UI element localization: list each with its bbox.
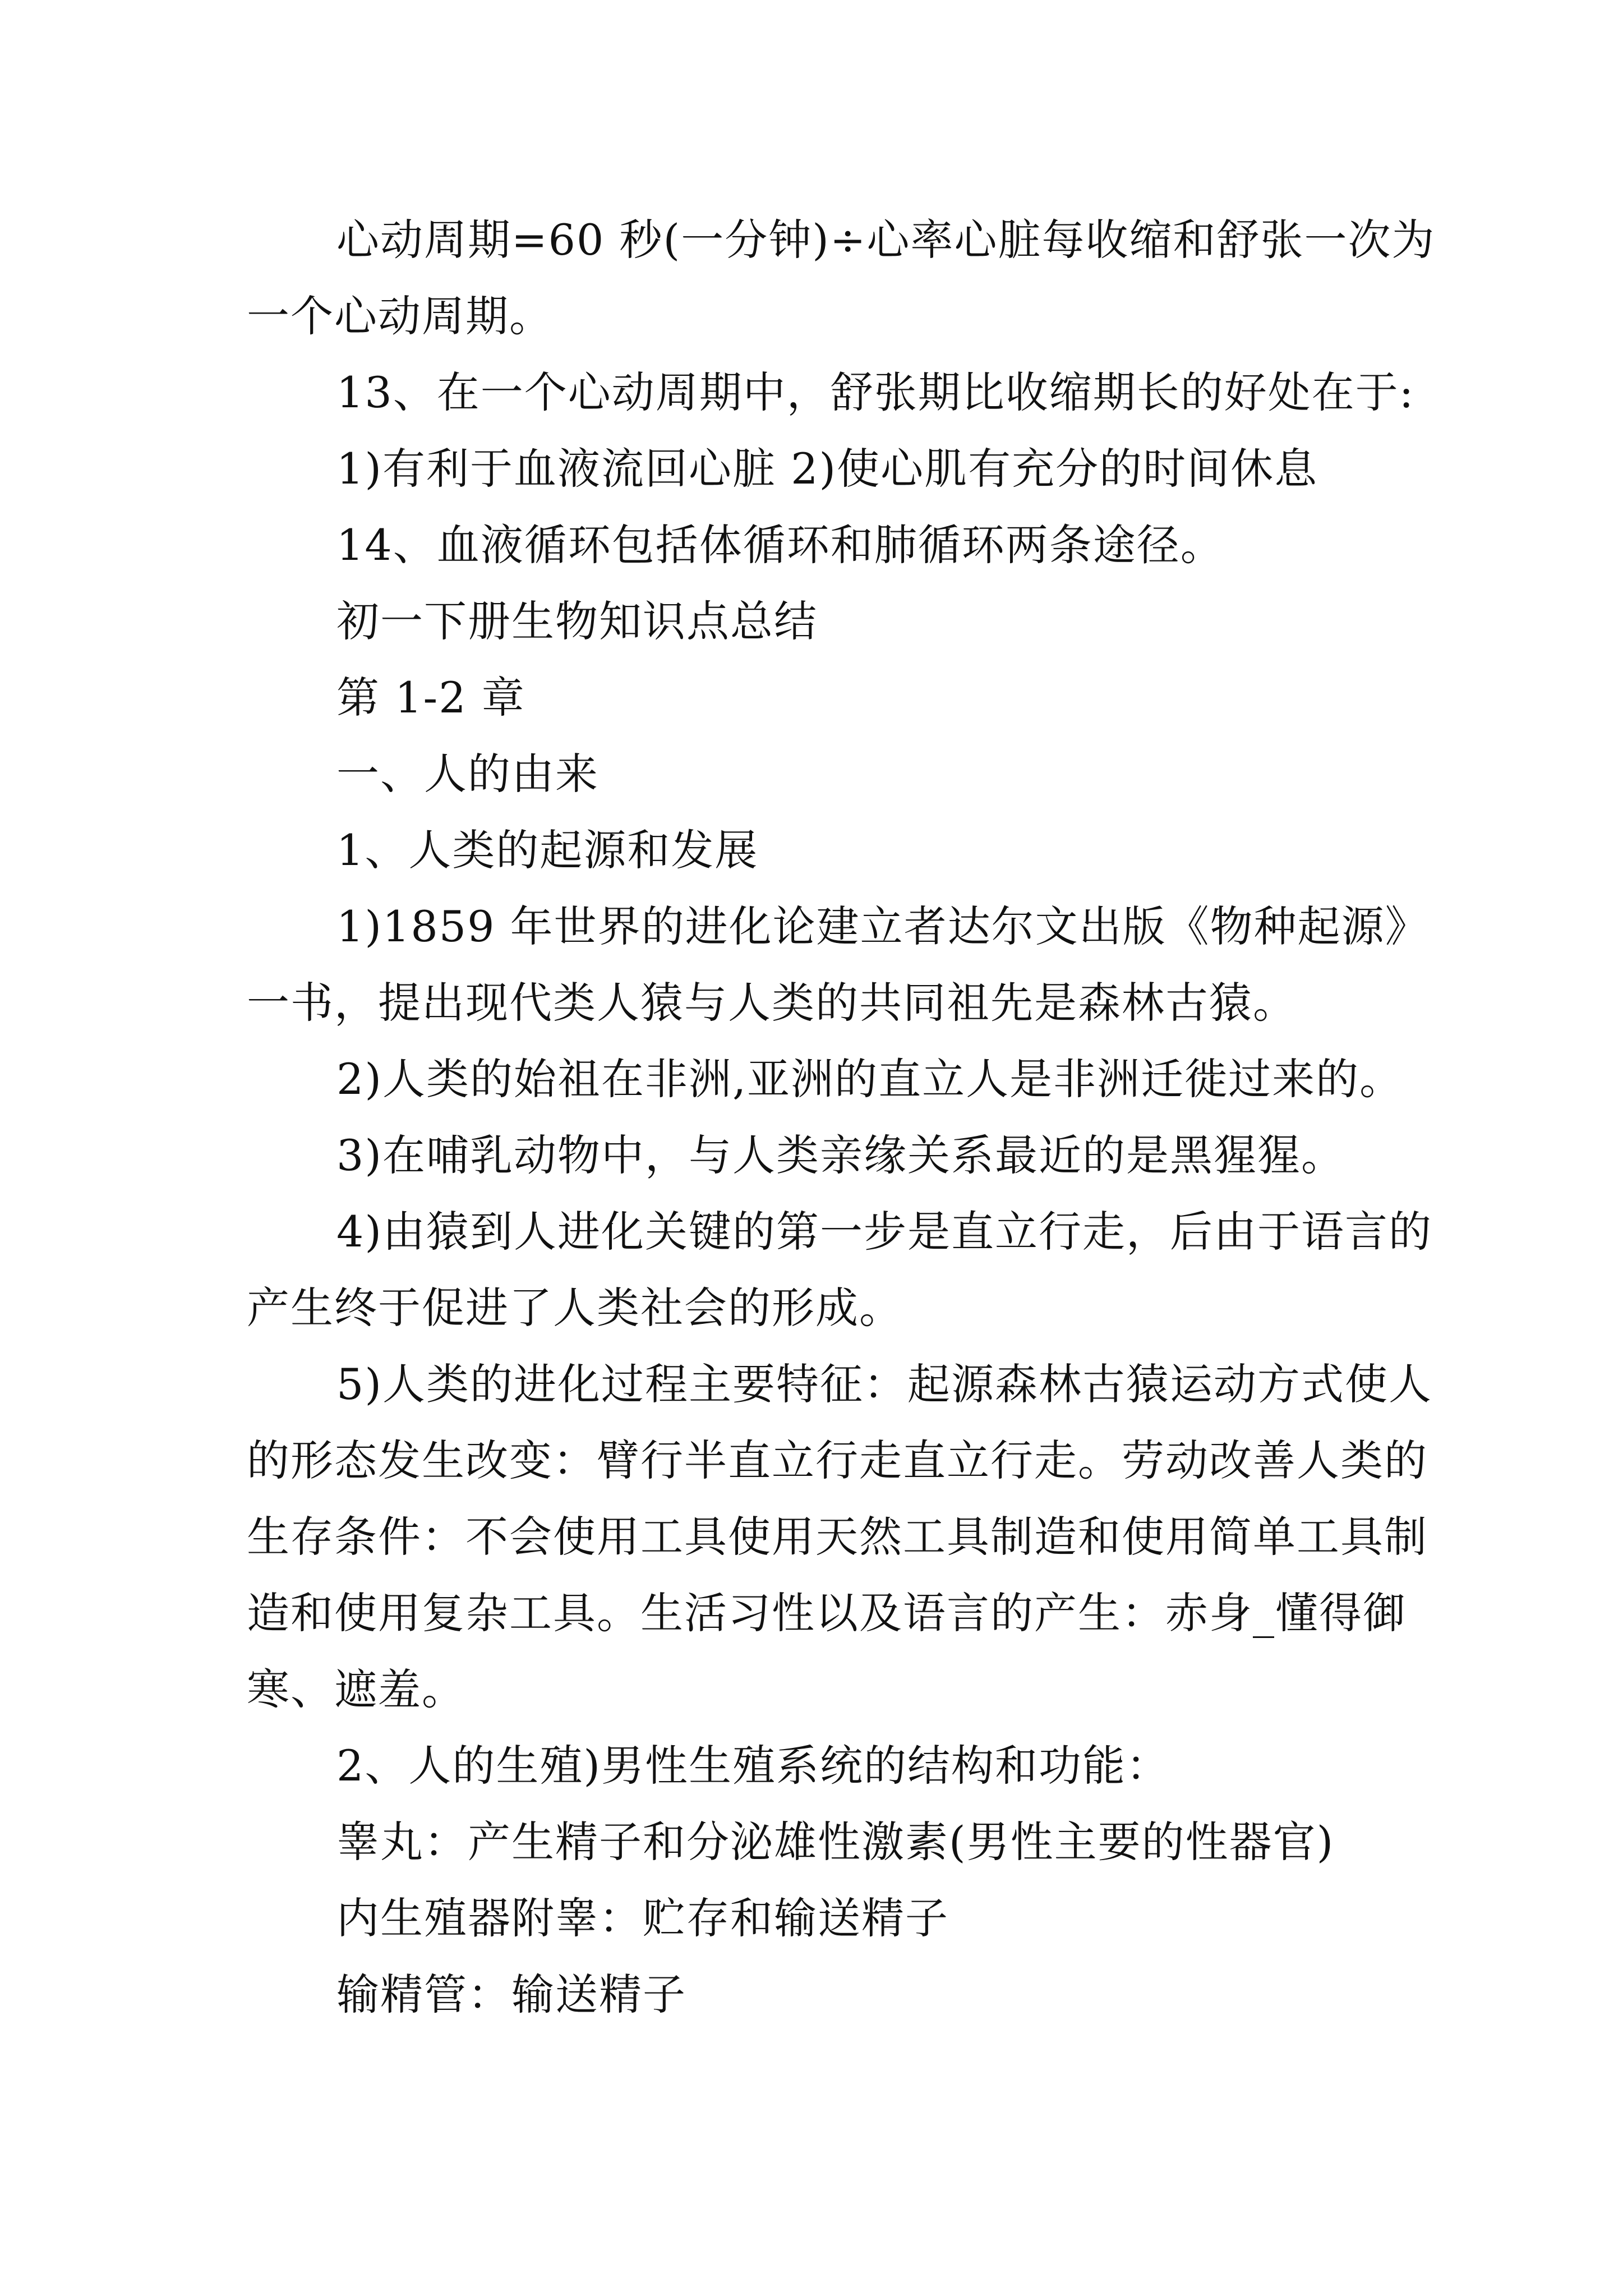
paragraph-point-1: 1)1859 年世界的进化论建立者达尔文出版《物种起源》一书，提出现代类人猿与人类的共同祖先是森林古猿。 xyxy=(247,901,1429,1028)
document-body xyxy=(247,202,1436,2033)
paragraph-point-2: 2)人类的始祖在非洲,亚洲的直立人是非洲迁徙过来的。 xyxy=(336,1054,1404,1104)
paragraph-testis: 睾丸：产生精子和分泌雄性激素(男性主要的性器官) xyxy=(336,1817,1335,1867)
paragraph-cardiac-cycle-definition: 心动周期=60 秒(一分钟)÷心率心脏每收缩和舒张一次为一个心动周期。 xyxy=(247,215,1436,341)
paragraph-point-5: 5)人类的进化过程主要特征：起源森林古猿运动方式使人的形态发生改变：臂行半直立行走直立行走。劳动改善人类的生存条件：不会使用工具使用天然工具制造和使用简单工具制造和使用复杂工具。生活习性以及语言的产生：赤身_懂得御寒、遮羞。 xyxy=(247,1359,1433,1714)
subsection-heading-origin-development: 1、人类的起源和发展 xyxy=(336,825,759,875)
paragraph-item-14: 14、血液循环包括体循环和肺循环两条途径。 xyxy=(336,520,1224,570)
paragraph-item-13: 13、在一个心动周期中，舒张期比收缩期长的好处在于: xyxy=(336,367,1415,417)
paragraph-point-4: 4)由猿到人进化关键的第一步是直立行走，后由于语言的产生终于促进了人类社会的形成。 xyxy=(247,1207,1433,1333)
paragraph-epididymis: 内生殖器附睾：贮存和输送精子 xyxy=(336,1893,949,1943)
chapter-heading: 第 1-2 章 xyxy=(336,673,525,723)
paragraph-vas-deferens: 输精管：输送精子 xyxy=(336,1970,686,2019)
paragraph-point-3: 3)在哺乳动物中，与人类亲缘关系最近的是黑猩猩。 xyxy=(336,1130,1345,1180)
subsection-heading-reproduction: 2、人的生殖)男性生殖系统的结构和功能： xyxy=(336,1741,1170,1791)
paragraph-item-13-benefits: 1)有利于血液流回心脏 2)使心肌有充分的时间休息 xyxy=(336,444,1318,494)
section-heading-human-origin: 一、人的由来 xyxy=(336,749,599,799)
section-title: 初一下册生物知识点总结 xyxy=(336,596,818,646)
